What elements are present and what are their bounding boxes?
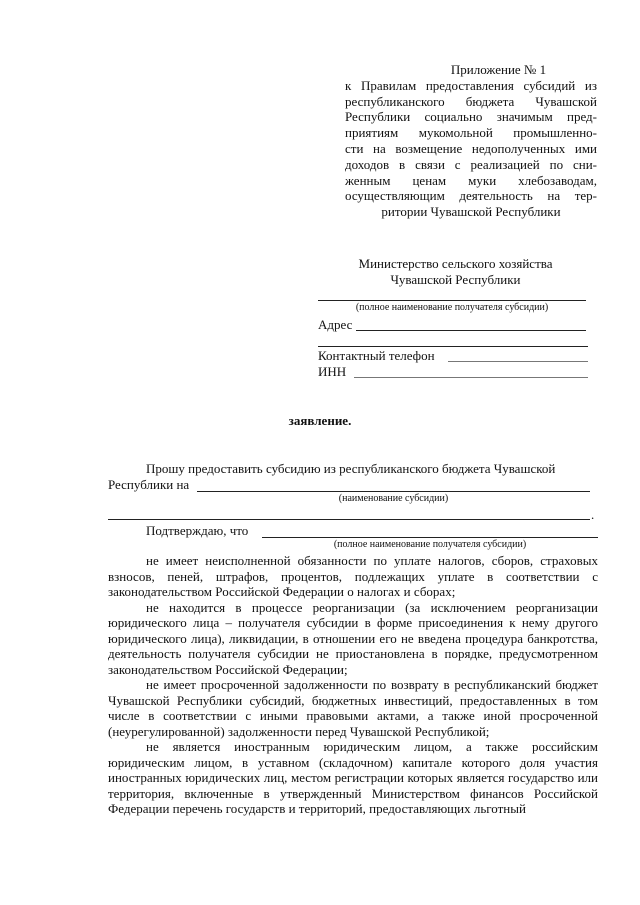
confirm-recipient-field[interactable]	[262, 537, 598, 538]
appendix-line: осуществляющим деятельность на тер-	[345, 188, 597, 204]
appendix-line: республиканского бюджета Чувашской	[345, 93, 597, 109]
inn-field[interactable]	[354, 377, 588, 378]
subsidy-name-field-line2[interactable]	[108, 519, 590, 520]
addressee	[318, 256, 593, 288]
address-label: Адрес	[318, 317, 353, 332]
condition-paragraph: не находится в процессе реорганизации (за исключением реорганизации юридического лица – получателя субсидии в форме присоединения к нему другого юридического лица), ликвидации, в отношении его не введена процедура банкротства, деятельность получателя субсидии не приостановлена в порядке, предусмотренном законодательством Российской Федерации;	[108, 599, 598, 677]
subsidy-name-field[interactable]	[197, 491, 590, 492]
appendix-line: женным ценам муки хлебозаводам,	[345, 172, 597, 188]
document-title: заявление.	[288, 413, 352, 428]
conditions-text	[108, 553, 598, 817]
condition-paragraph: не имеет просроченной задолженности по возврату в республиканский бюджет Чувашской Республики субсидий, бюджетных инвестиций, предоставленных в том числе в соответствии с иными правовыми актами, а также иной просроченной (неурегулированной) задолженности перед Чувашской Республикой;	[108, 677, 598, 739]
appendix-number: Приложение № 1	[450, 62, 547, 77]
recipient-name-hint: (полное наименование получателя субсидии)	[355, 302, 549, 313]
appendix-line: сти на возмещение недополученных ими	[345, 140, 597, 156]
request-line2-prefix: Республики на	[108, 477, 190, 492]
confirm-label: Подтверждаю, что	[146, 523, 249, 538]
address-field-line2[interactable]	[318, 346, 588, 347]
appendix-line: приятиям мукомольной промышленно-	[345, 125, 597, 141]
phone-label: Контактный телефон	[318, 348, 435, 363]
appendix-block	[345, 62, 597, 220]
confirm-recipient-hint: (полное наименование получателя субсидии)	[333, 539, 527, 550]
subsidy-name-hint: (наименование субсидии)	[338, 493, 449, 504]
condition-paragraph: не имеет неисполненной обязанности по уплате налогов, сборов, страховых взносов, пеней, штрафов, процентов, подлежащих уплате в соответствии с законодательством Российской Федерации о налогах и сборах;	[108, 553, 598, 599]
appendix-line: доходов в связи с реализацией по сни-	[345, 156, 597, 172]
appendix-line: ритории Чувашской Республики	[381, 204, 561, 220]
ministry-name-line2: Чувашской Республики	[390, 272, 521, 287]
recipient-name-field[interactable]	[318, 300, 586, 301]
request-line1: Прошу предоставить субсидию из республиканского бюджета Чувашской	[146, 461, 556, 476]
inn-label: ИНН	[318, 364, 347, 379]
condition-paragraph: не является иностранным юридическим лицом, а также российским юридическим лицом, в уставном (складочном) капитале которого доля участия иностранных юридических лиц, местом регистрации которых является государство или территория, включенные в утвержденный Министерством финансов Российской Федерации перечень государств и территорий, предоставляющих льготный	[108, 739, 598, 816]
line-end-dot: .	[591, 507, 595, 522]
appendix-line: к Правилам предоставления субсидий из	[345, 77, 597, 93]
address-field[interactable]	[356, 330, 586, 331]
ministry-name-line1: Министерство сельского хозяйства	[358, 256, 553, 271]
appendix-line: Республики социально значимым пред-	[345, 109, 597, 125]
appendix-text	[345, 78, 597, 220]
phone-field[interactable]	[448, 361, 588, 362]
